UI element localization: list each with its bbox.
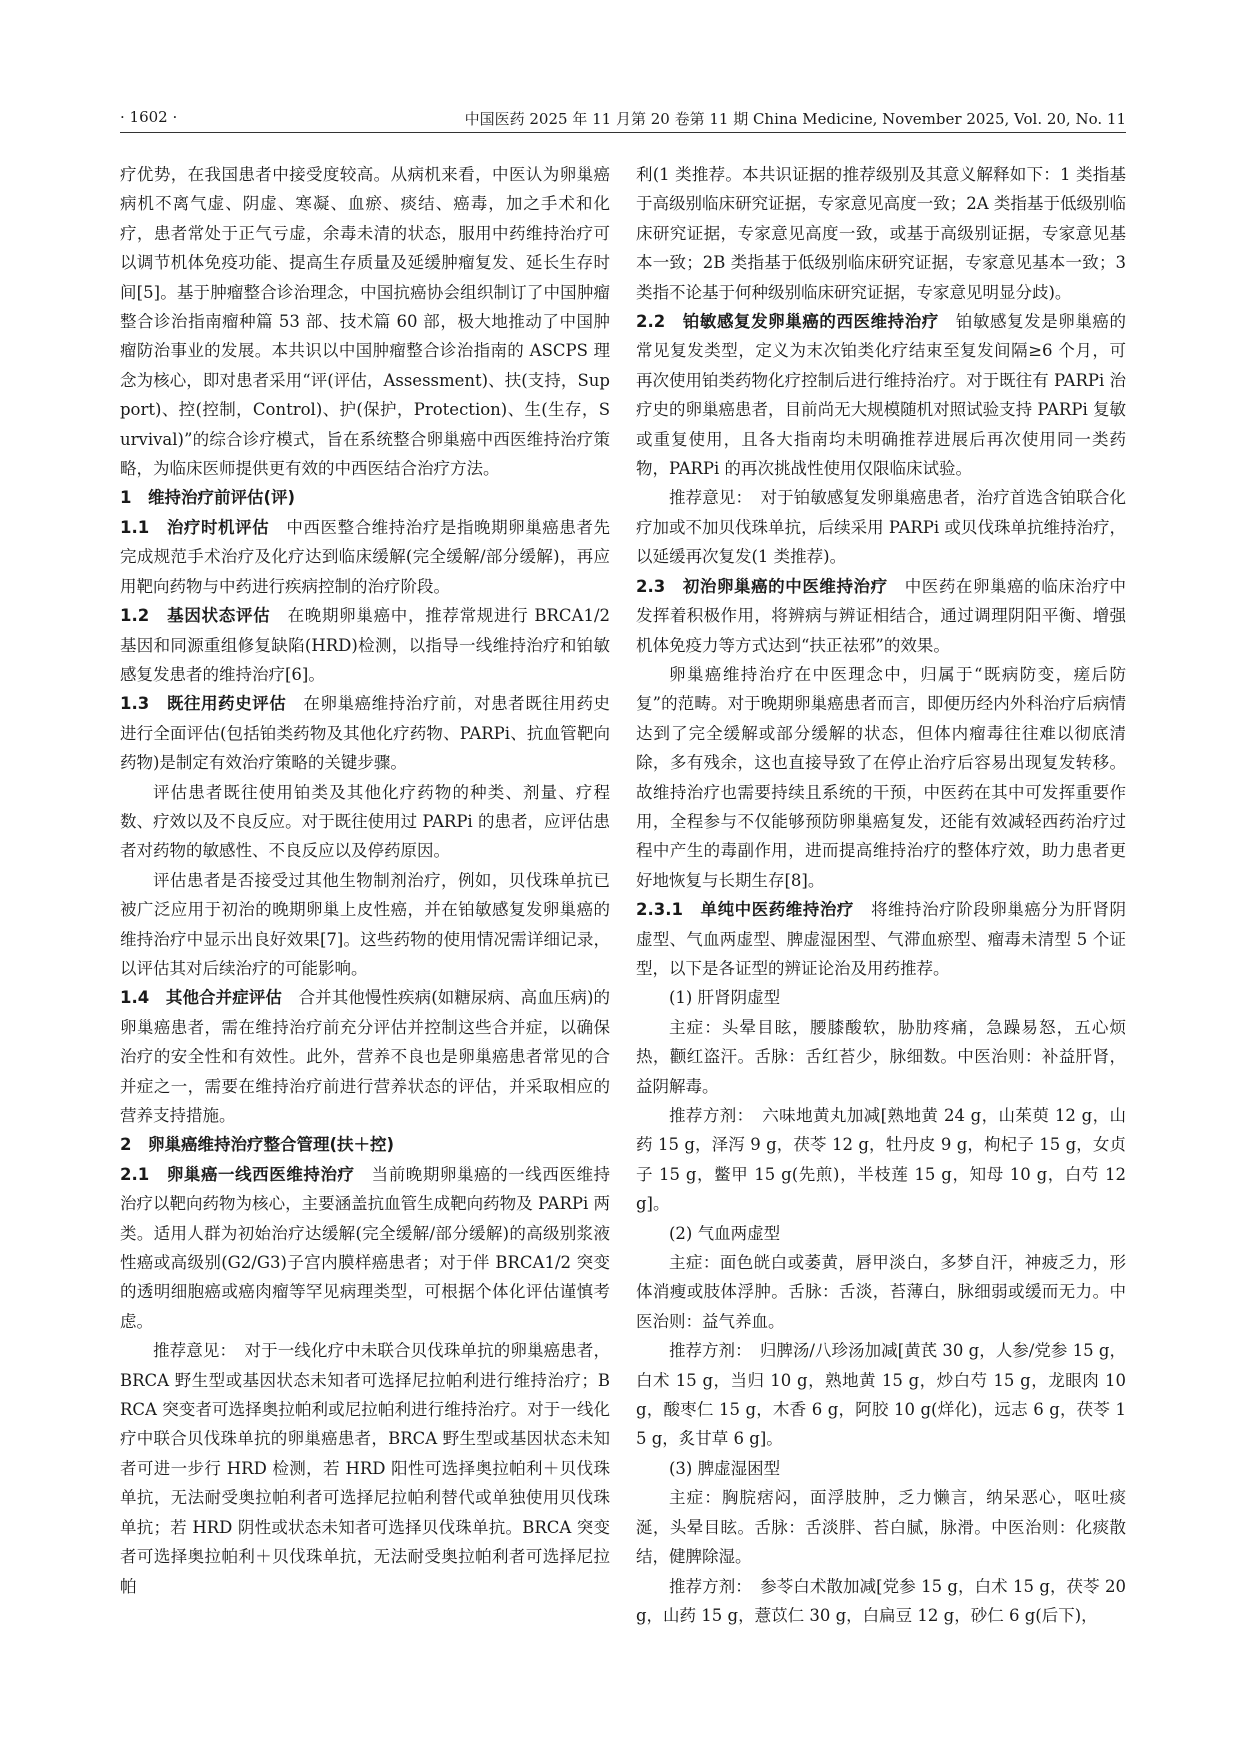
body-paragraph: 推荐方剂： 参苓白术散加减[党参 15 g，白术 15 g，茯苓 20 g，山药 15 g，薏苡仁 30 g，白扁豆 12 g，砂仁 6 g(后下)， xyxy=(636,1576,1126,1625)
journal-citation: 中国医药 2025 年 11 月第 20 卷第 11 期 China Medicine, November 2025, Vol. 20, No. 11 xyxy=(464,110,1126,128)
body-paragraph: 推荐意见： 对于铂敏感复发卵巢癌患者，治疗首选含铂联合化疗加或不加贝伐珠单抗，后续采用 PARPi 或贝伐珠单抗维持治疗，以延缓再次复发(1 类推荐)。 xyxy=(636,488,1126,567)
section-heading: 2 卵巢癌维持治疗整合管理(扶＋控) xyxy=(120,1135,395,1155)
body-paragraph: (1) 肝肾阴虚型 xyxy=(669,988,781,1008)
subsection-text: 中西医整合维持治疗是指晚期卵巢癌患者先完成规范手术治疗及化疗达到临床缓解(完全缓解/部分缓解)，再应用靶向药物与中药进行疾病控制的治疗阶段。 xyxy=(120,517,611,596)
subsection-text: 合并其他慢性疾病(如糖尿病、高血压病)的卵巢癌患者，需在维持治疗前充分评估并控制这些合并症，以确保治疗的安全性和有效性。此外，营养不良也是卵巢癌患者常见的合并症之一，需要在维持治疗前进行营养状态的评估，并采取相应的营养支持措施。 xyxy=(120,988,611,1125)
page-number: · 1602 · xyxy=(120,108,178,126)
body-paragraph: 推荐方剂： 六味地黄丸加减[熟地黄 24 g，山茱萸 12 g，山药 15 g，泽泻 9 g，茯苓 12 g，牡丹皮 9 g，枸杞子 15 g，女贞子 15 g，鳖甲 15 g(先煎)，半枝莲 15 g，知母 10 g，白芍 12 g]。 xyxy=(636,1106,1126,1214)
subsection-title: 2.2 铂敏感复发卵巢癌的西医维持治疗 xyxy=(636,312,939,332)
subsection-title: 2.3 初治卵巢癌的中医维持治疗 xyxy=(636,576,888,596)
subsection-text: 在晚期卵巢癌中，推荐常规进行 BRCA1/2 基因和同源重组修复缺陷(HRD)检测，以指导一线维持治疗和铂敏感复发患者的维持治疗[6]。 xyxy=(120,606,610,684)
section-heading: 1 维持治疗前评估(评) xyxy=(120,488,296,508)
subsection-text: 铂敏感复发是卵巢癌的常见复发类型，定义为末次铂类化疗结束至复发间隔≥6 个月，可再次使用铂类药物化疗控制后进行维持治疗。对于既往有 PARPi 治疗史的卵巢癌患者，目前尚无大规模随机对照试验支持 PARPi 复敏或重复使用，且各大指南均未明确推荐进展后再次使用同一类药物，PARPi 的再次挑战性使用仅限临床试验。 xyxy=(636,312,1126,479)
subsection-paragraph xyxy=(636,572,1126,660)
subsection-text: 当前晚期卵巢癌的一线西医维持治疗以靶向药物为核心，主要涵盖抗血管生成靶向药物及 PARPi 两类。适用人群为初始治疗达缓解(完全缓解/部分缓解)的高级别浆液性癌或高级别(G2/G3)子宫内膜样癌患者；对于伴 BRCA1/2 突变的透明细胞癌或癌肉瘤等罕见病理类型，可根据个体化评估谨慎考虑。 xyxy=(120,1164,611,1331)
subsection-paragraph xyxy=(120,689,610,777)
body-paragraph: (2) 气血两虚型 xyxy=(669,1223,781,1243)
subsection-paragraph xyxy=(120,983,610,1130)
subsection-title: 1.1 治疗时机评估 xyxy=(120,517,270,537)
subsection-title: 1.4 其他合并症评估 xyxy=(120,988,282,1008)
page-header xyxy=(120,104,1126,133)
body-paragraph: 利(1 类推荐。本共识证据的推荐级别及其意义解释如下：1 类指基于高级别临床研究证据，专家意见高度一致；2A 类指基于低级别临床研究证据，专家意见高度一致，或基于高级别证据，专家意见基本一致；2B 类指基于低级别临床研究证据，专家意见基本一致；3 类指不论基于何种级别临床研究证据，专家意见明显分歧)。 xyxy=(636,165,1126,302)
body-paragraph: 推荐方剂： 归脾汤/八珍汤加减[黄芪 30 g，人参/党参 15 g，白术 15 g，当归 10 g，熟地黄 15 g，炒白芍 15 g，龙眼肉 10 g，酸枣仁 15 g，木香 6 g，阿胶 10 g(烊化)，远志 6 g，茯苓 15 g，炙甘草 6 g]。 xyxy=(636,1341,1126,1449)
left-column xyxy=(120,160,610,1601)
subsection-paragraph xyxy=(120,513,610,601)
body-paragraph: 卵巢癌维持治疗在中医理念中，归属于“既病防变，瘥后防复”的范畴。对于晚期卵巢癌患者而言，即便历经内外科治疗后病情达到了完全缓解或部分缓解的状态，但体内瘤毒往往难以彻底清除，多有残余，这也直接导致了在停止治疗后容易出现复发转移。故维持治疗也需要持续且系统的干预，中医药在其中可发挥重要作用，全程参与不仅能够预防卵巢癌复发，还能有效减轻西药治疗过程中产生的毒副作用，进而提高维持治疗的整体疗效，助力患者更好地恢复与长期生存[8]。 xyxy=(636,664,1126,890)
subsection-title: 2.3.1 单纯中医药维持治疗 xyxy=(636,900,854,920)
subsection-text: 中医药在卵巢癌的临床治疗中发挥着积极作用，将辨病与辨证相结合，通过调理阴阳平衡、增强机体免疫力等方式达到“扶正祛邪”的效果。 xyxy=(636,576,1127,655)
subsection-text: 将维持治疗阶段卵巢癌分为肝肾阴虚型、气血两虚型、脾虚湿困型、气滞血瘀型、瘤毒未清型 5 个证型，以下是各证型的辨证论治及用药推荐。 xyxy=(636,900,1127,978)
body-paragraph: 评估患者既往使用铂类及其他化疗药物的种类、剂量、疗程数、疗效以及不良反应。对于既往使用过 PARPi 的患者，应评估患者对药物的敏感性、不良反应以及停药原因。 xyxy=(120,782,610,861)
subsection-paragraph xyxy=(120,601,610,689)
body-paragraph: (3) 脾虚湿困型 xyxy=(669,1458,781,1478)
subsection-title: 2.1 卵巢癌一线西医维持治疗 xyxy=(120,1164,355,1184)
right-column xyxy=(636,160,1126,1630)
body-paragraph: 主症：胸脘痞闷，面浮肢肿，乏力懒言，纳呆恶心，呕吐痰涎，头晕目眩。舌脉：舌淡胖、苔白腻，脉滑。中医治则：化痰散结，健脾除湿。 xyxy=(636,1488,1126,1567)
subsection-title: 1.2 基因状态评估 xyxy=(120,606,271,626)
body-paragraph: 评估患者是否接受过其他生物制剂治疗，例如，贝伐珠单抗已被广泛应用于初治的晚期卵巢上皮性癌，并在铂敏感复发卵巢癌的维持治疗中显示出良好效果[7]。这些药物的使用情况需详细记录，以评估其对后续治疗的可能影响。 xyxy=(120,870,610,978)
subsection-paragraph xyxy=(636,307,1126,483)
body-paragraph: 推荐意见： 对于一线化疗中未联合贝伐珠单抗的卵巢癌患者，BRCA 野生型或基因状态未知者可选择尼拉帕利进行维持治疗；BRCA 突变者可选择奥拉帕利或尼拉帕利进行维持治疗。对于一线化疗中联合贝伐珠单抗的卵巢癌患者，BRCA 野生型或基因状态未知者可进一步行 HRD 检测，若 HRD 阳性可选择奥拉帕利＋贝伐珠单抗，无法耐受奥拉帕利者可选择尼拉帕利替代或单独使用贝伐珠单抗；若 HRD 阴性或状态未知者可选择贝伐珠单抗。BRCA 突变者可选择奥拉帕利＋贝伐珠单抗，无法耐受奥拉帕利者可选择尼拉帕 xyxy=(120,1341,610,1596)
subsection-title: 1.3 既往用药史评估 xyxy=(120,694,287,714)
body-paragraph: 主症：面色㿠白或萎黄，唇甲淡白，多梦自汗，神疲乏力，形体消瘦或肢体浮肿。舌脉：舌淡，苔薄白，脉细弱或缓而无力。中医治则：益气养血。 xyxy=(636,1253,1126,1331)
body-paragraph: 主症：头晕目眩，腰膝酸软，胁肋疼痛，急躁易怒，五心烦热，颧红盗汗。舌脉：舌红苔少，脉细数。中医治则：补益肝肾，益阴解毒。 xyxy=(636,1017,1126,1096)
subsection-paragraph xyxy=(636,895,1126,983)
body-paragraph: 疗优势，在我国患者中接受度较高。从病机来看，中医认为卵巢癌病机不离气虚、阴虚、寒凝、血瘀、痰结、癌毒，加之手术和化疗，患者常处于正气亏虚，余毒未清的状态，服用中药维持治疗可以调节机体免疫功能、提高生存质量及延缓肿瘤复发、延长生存时间[5]。基于肿瘤整合诊治理念，中国抗癌协会组织制订了中国肿瘤整合诊治指南瘤种篇 53 部、技术篇 60 部，极大地推动了中国肿瘤防治事业的发展。本共识以中国肿瘤整合诊治指南的 ASCPS 理念为核心，即对患者采用“评(评估，Assessment)、扶(支持，Support)、控(控制，Control)、护(保护，Protection)、生(生存，Survival)”的综合诊疗模式，旨在系统整合卵巢癌中西医维持治疗策略，为临床医师提供更有效的中西医结合治疗方法。 xyxy=(120,165,610,479)
subsection-text: 在卵巢癌维持治疗前，对患者既往用药史进行全面评估(包括铂类药物及其他化疗药物、PARPi、抗血管靶向药物)是制定有效治疗策略的关键步骤。 xyxy=(120,694,611,773)
subsection-paragraph xyxy=(120,1160,610,1336)
